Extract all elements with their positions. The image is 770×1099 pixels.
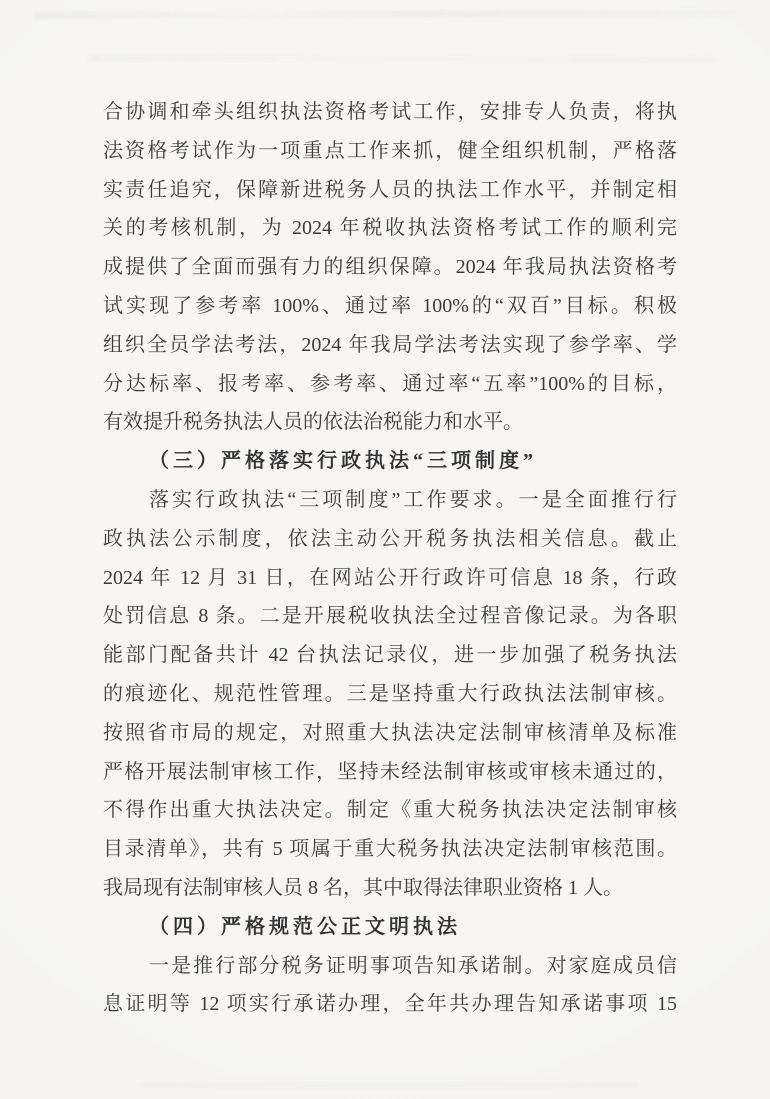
text-line: 目录清单》，共有 5 项属于重大税务执法决定法制审核范围。 [103,838,677,861]
section-heading-3: （三）严格落实行政执法“三项制度” [149,450,537,473]
text-line: 不得作出重大执法决定。制定《重大税务执法决定法制审核 [103,799,677,822]
text-line: 处罚信息 8 条。二是开展税收执法全过程音像记录。为各职 [103,605,677,628]
scan-artifact-streak [34,9,740,18]
text-line: 按照省市局的规定，对照重大执法决定法制审核清单及标准 [103,721,677,744]
text-line: 法资格考试作为一项重点工作来抓，健全组织机制，严格落 [103,139,677,162]
scan-artifact-streak [88,55,716,63]
text-line: 合协调和牵头组织执法资格考试工作，安排专人负责，将执 [103,101,677,123]
paragraph-end-line: 有效提升税务执法人员的依法治税能力和水平。 [103,411,523,434]
paragraph-end-line: 我局现有法制审核人员 8 名，其中取得法律职业资格 1 人。 [103,876,623,899]
text-line: 实责任追究，保障新进税务人员的执法工作水平，并制定相 [103,178,677,201]
section-heading-4: （四）严格规范公正文明执法 [149,915,461,938]
paragraph-first-line: 一是推行部分税务证明事项告知承诺制。对家庭成员信 [149,954,677,977]
text-line: 2024 年 12 月 31 日，在网站公开行政许可信息 18 条，行政 [103,566,677,589]
text-line: 能部门配备共计 42 台执法记录仪，进一步加强了税务执法 [103,644,677,667]
text-line: 息证明等 12 项实行承诺办理，全年共办理告知承诺事项 15 [103,993,677,1016]
text-line: 分达标率、报考率、参考率、通过率“五率”100%的目标， [103,372,677,395]
document-text-block [103,93,677,1024]
text-line: 严格开展法制审核工作，坚持未经法制审核或审核未通过的， [103,760,677,783]
scan-artifact-streak [140,1081,640,1089]
text-line: 的痕迹化、规范性管理。三是坚持重大行政执法法制审核。 [103,682,677,705]
text-line: 组织全员学法考法，2024 年我局学法考法实现了参学率、学 [103,333,677,356]
text-line: 政执法公示制度，依法主动公开税务执法相关信息。截止 [103,527,677,550]
text-line: 试实现了参考率 100%、通过率 100%的“双百”目标。积极 [103,294,677,317]
text-line: 成提供了全面而强有力的组织保障。2024 年我局执法资格考 [103,256,677,279]
paragraph-first-line: 落实行政执法“三项制度”工作要求。一是全面推行行 [149,488,677,511]
text-line: 关的考核机制，为 2024 年税收执法资格考试工作的顺利完 [103,217,677,240]
